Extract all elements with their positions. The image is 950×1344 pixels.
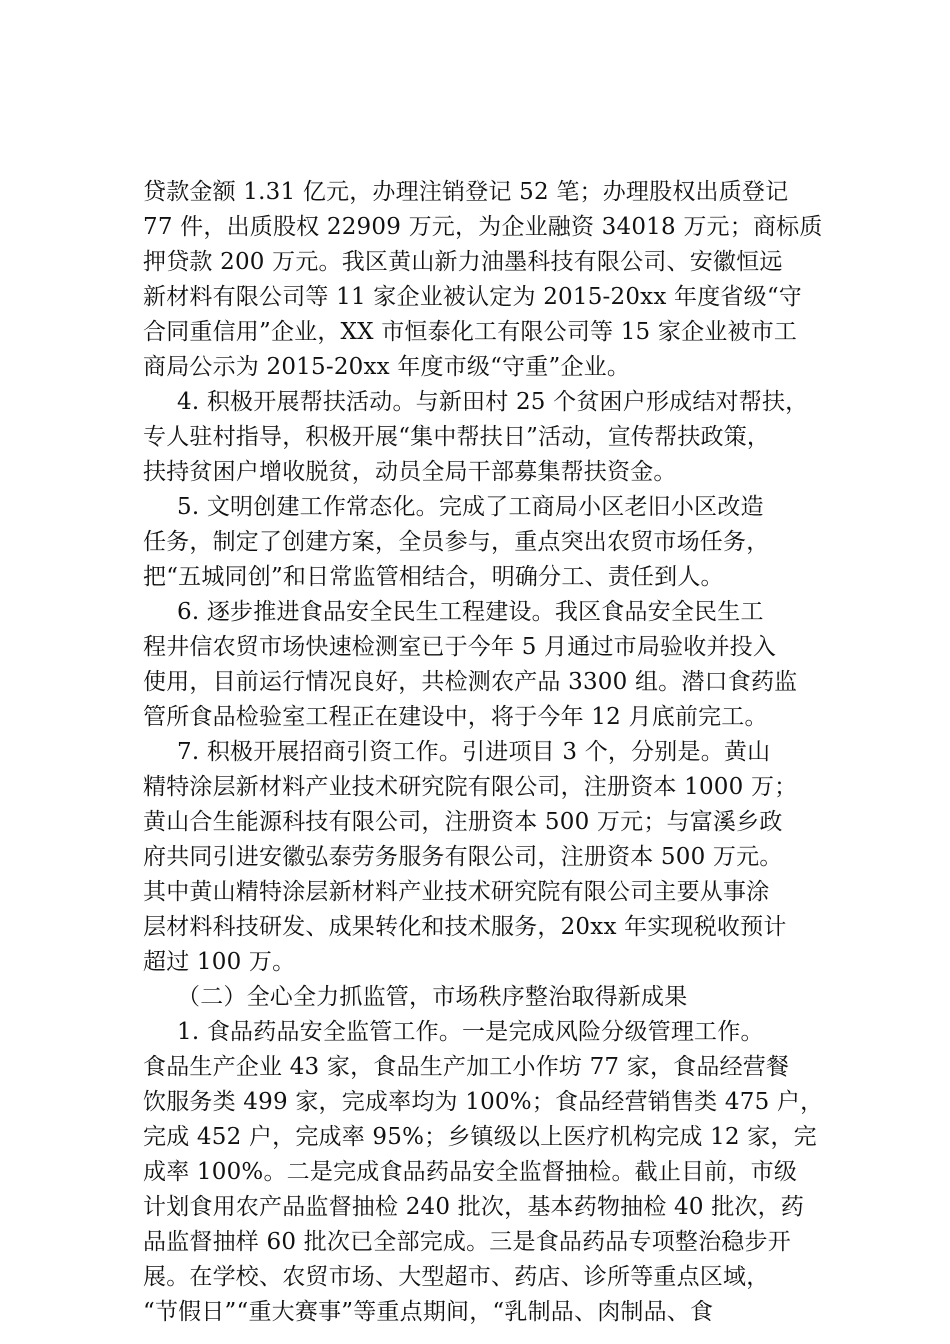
body-text-line: 黄山合生能源科技有限公司，注册资本 500 万元；与富溪乡政 (143, 809, 783, 835)
body-text-line: 其中黄山精特涂层新材料产业技术研究院有限公司主要从事涂 (143, 879, 770, 905)
body-text-line: 程井信农贸市场快速检测室已于今年 5 月通过市局验收并投入 (143, 634, 777, 660)
body-text-line: 食品生产企业 43 家，食品生产加工小作坊 77 家，食品经营餐 (143, 1054, 790, 1080)
body-text-line: 合同重信用”企业，XX 市恒泰化工有限公司等 15 家企业被市工 (143, 319, 798, 345)
body-text-line: 新材料有限公司等 11 家企业被认定为 2015-20xx 年度省级“守 (143, 284, 802, 310)
body-text-line: 押贷款 200 万元。我区黄山新力油墨科技有限公司、安徽恒远 (143, 249, 783, 275)
body-text-line: 7. 积极开展招商引资工作。引进项目 3 个，分别是。黄山 (177, 739, 771, 765)
body-text-line: 使用，目前运行情况良好，共检测农产品 3300 组。潜口食药监 (143, 669, 798, 695)
body-text-line: 层材料科技研发、成果转化和技术服务，20xx 年实现税收预计 (143, 914, 787, 940)
body-text-line: 展。在学校、农贸市场、大型超市、药店、诊所等重点区域， (143, 1264, 770, 1290)
body-text-line: “节假日”“重大赛事”等重点期间，“乳制品、肉制品、食 (143, 1299, 714, 1325)
body-text-line: 精特涂层新材料产业技术研究院有限公司，注册资本 1000 万； (143, 774, 798, 800)
body-text-line: 完成 452 户，完成率 95%；乡镇级以上医疗机构完成 12 家，完 (143, 1124, 817, 1150)
body-text-line: 贷款金额 1.31 亿元，办理注销登记 52 笔；办理股权出质登记 (143, 179, 789, 205)
body-text-line: 超过 100 万。 (143, 949, 296, 975)
body-text-line: 77 件，出质股权 22909 万元，为企业融资 34018 万元；商标质 (143, 214, 823, 240)
body-text-line: 计划食用农产品监督抽检 240 批次，基本药物抽检 40 批次，药 (143, 1194, 805, 1220)
body-text-line: 任务，制定了创建方案，全员参与，重点突出农贸市场任务， (143, 529, 770, 555)
body-text-line: 品监督抽样 60 批次已全部完成。三是食品药品专项整治稳步开 (143, 1229, 791, 1255)
body-text-line: 专人驻村指导，积极开展“集中帮扶日”活动，宣传帮扶政策， (143, 424, 771, 450)
body-text-line: 扶持贫困户增收脱贫，动员全局干部募集帮扶资金。 (143, 459, 677, 485)
body-text-line: 饮服务类 499 家，完成率均为 100%；食品经营销售类 475 户， (143, 1089, 824, 1115)
body-text-line: 管所食品检验室工程正在建设中，将于今年 12 月底前完工。 (143, 704, 768, 730)
body-text-line: 把“五城同创”和日常监管相结合，明确分工、责任到人。 (143, 564, 724, 590)
body-text-line: 5. 文明创建工作常态化。完成了工商局小区老旧小区改造 (177, 494, 764, 520)
body-text-line: 4. 积极开展帮扶活动。与新田村 25 个贫困户形成结对帮扶， (177, 389, 809, 415)
body-text-line: 1. 食品药品安全监管工作。一是完成风险分级管理工作。 (177, 1019, 764, 1045)
section-heading: （二）全心全力抓监管，市场秩序整治取得新成果 (177, 984, 688, 1010)
body-text-line: 府共同引进安徽弘泰劳务服务有限公司，注册资本 500 万元。 (143, 844, 783, 870)
body-text-line: 6. 逐步推进食品安全民生工程建设。我区食品安全民生工 (177, 599, 764, 625)
body-text-line: 商局公示为 2015-20xx 年度市级“守重”企业。 (143, 354, 631, 380)
body-text-line: 成率 100%。二是完成食品药品安全监督抽检。截止目前，市级 (143, 1159, 798, 1185)
